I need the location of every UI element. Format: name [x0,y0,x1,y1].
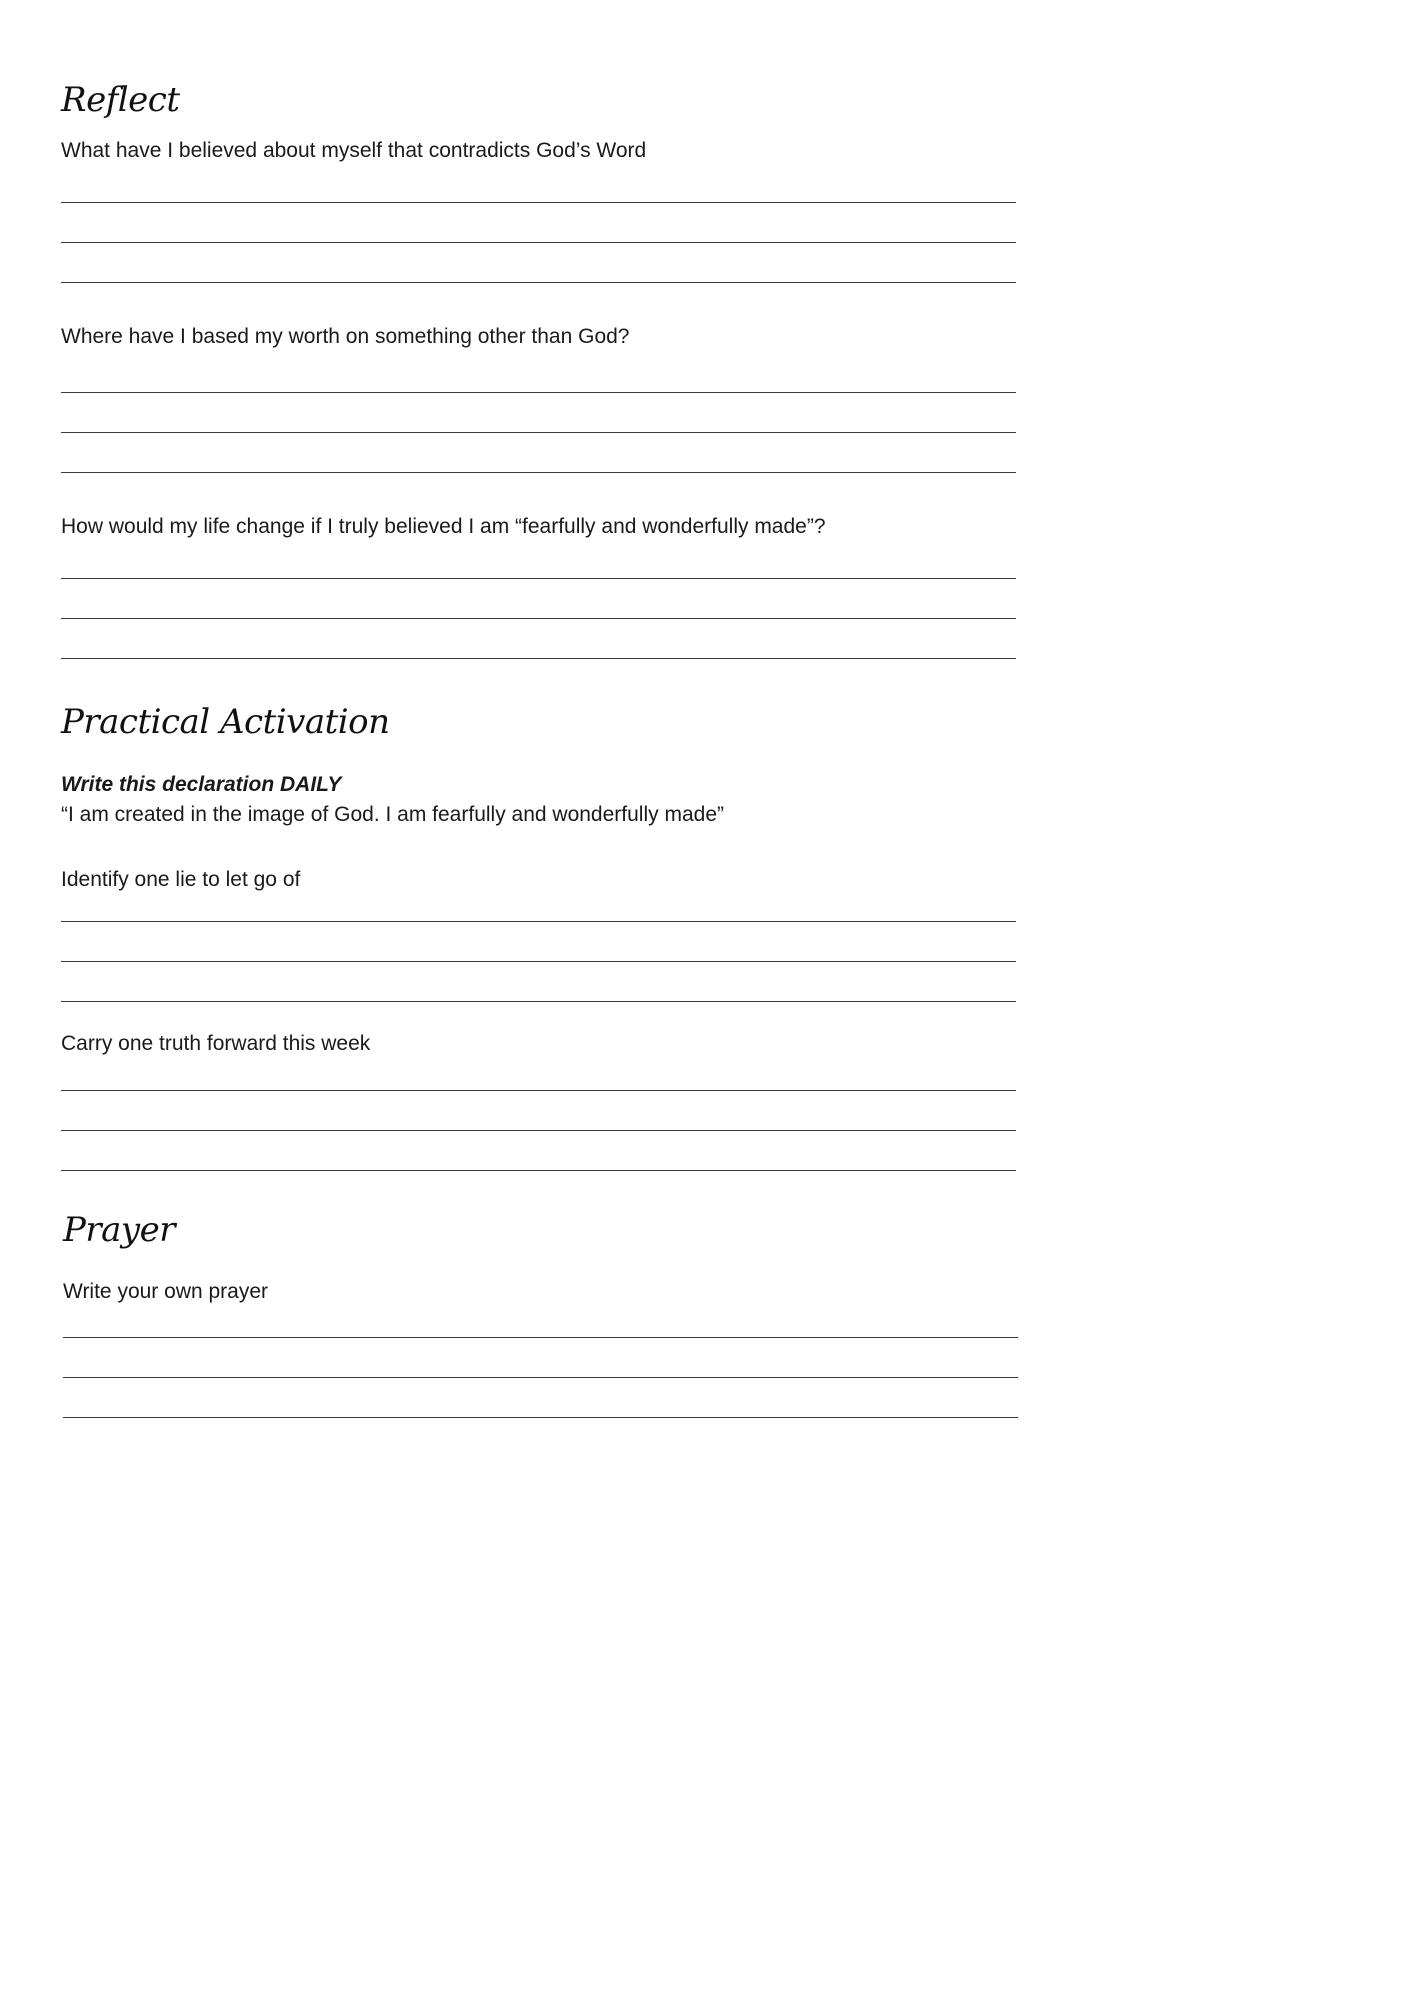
answer-line[interactable] [61,1130,1016,1131]
answer-line[interactable] [61,392,1016,393]
answer-line[interactable] [61,961,1016,962]
reflect-question-3: How would my life change if I truly believed I am “fearfully and wonderfully made”? [61,515,826,538]
answer-line[interactable] [63,1337,1018,1338]
practical-prompt-1: Identify one lie to let go of [61,868,301,891]
answer-line[interactable] [63,1417,1018,1418]
answer-line[interactable] [61,282,1016,283]
practical-activation-heading: Practical Activation [61,702,390,742]
reflect-heading: Reflect [61,80,180,120]
reflect-question-1: What have I believed about myself that contradicts God’s Word [61,139,647,162]
answer-line[interactable] [61,1001,1016,1002]
declaration-text: “I am created in the image of God. I am fearfully and wonderfully made” [61,803,724,826]
answer-line[interactable] [61,432,1016,433]
practical-prompt-2: Carry one truth forward this week [61,1032,371,1055]
answer-line[interactable] [61,202,1016,203]
reflect-question-2: Where have I based my worth on something other than God? [61,325,630,348]
answer-line[interactable] [61,618,1016,619]
answer-line[interactable] [61,472,1016,473]
answer-line[interactable] [61,1090,1016,1091]
answer-line[interactable] [63,1377,1018,1378]
answer-line[interactable] [61,658,1016,659]
prayer-heading: Prayer [63,1210,175,1250]
answer-line[interactable] [61,242,1016,243]
answer-line[interactable] [61,1170,1016,1171]
declaration-instruction: Write this declaration DAILY [61,773,342,796]
prayer-prompt: Write your own prayer [63,1280,269,1303]
answer-line[interactable] [61,921,1016,922]
answer-line[interactable] [61,578,1016,579]
